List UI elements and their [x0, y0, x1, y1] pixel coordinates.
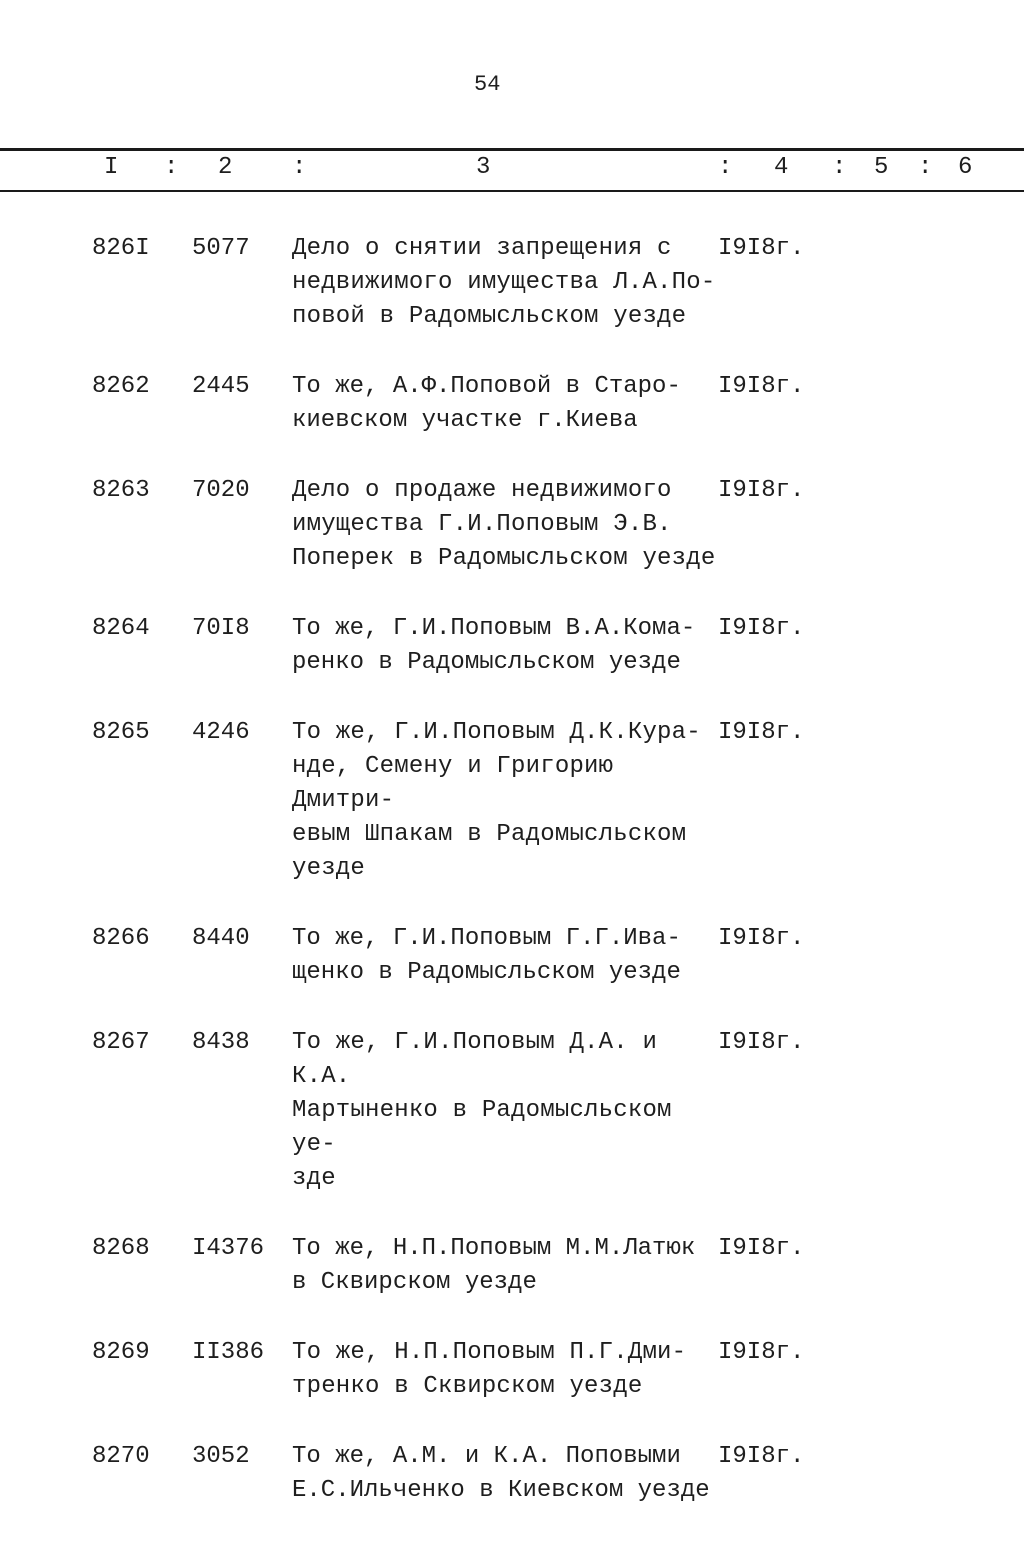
item-date: I9I8г.	[718, 1443, 805, 1470]
inventory-row	[0, 1232, 1024, 1300]
file-number: 8440	[192, 925, 250, 952]
item-date: I9I8г.	[718, 477, 805, 504]
file-number: 5077	[192, 235, 250, 262]
header-separator: :	[292, 154, 307, 181]
item-number: 8264	[92, 615, 150, 642]
column-header	[0, 152, 1024, 188]
header-separator: :	[164, 154, 179, 181]
inventory-row	[0, 716, 1024, 886]
item-title: То же, Г.И.Поповым Д.А. и К.А. Мартыненко в Радомысльском уе- зде	[292, 1029, 672, 1192]
inventory-row	[0, 612, 1024, 680]
item-number: 8263	[92, 477, 150, 504]
inventory-list	[0, 232, 1024, 1508]
item-number: 8269	[92, 1339, 150, 1366]
item-number: 8268	[92, 1235, 150, 1262]
inventory-row	[0, 1336, 1024, 1404]
file-number: 3052	[192, 1443, 250, 1470]
item-title: Дело о снятии запрещения с недвижимого имущества Л.А.По- повой в Радомысльском уезде	[292, 235, 716, 330]
file-number: II386	[192, 1339, 265, 1366]
item-date: I9I8г.	[718, 925, 805, 952]
header-top-rule	[0, 148, 1024, 151]
header-separator: :	[718, 154, 733, 181]
header-col-4: 4	[774, 154, 789, 181]
header-col-5: 5	[874, 154, 889, 181]
header-separator: :	[832, 154, 847, 181]
file-number: 70I8	[192, 615, 250, 642]
file-number: I4376	[192, 1235, 265, 1262]
item-title: То же, Г.И.Поповым В.А.Кома- ренко в Радомысльском уезде	[292, 615, 696, 676]
item-title: То же, А.М. и К.А. Поповыми Е.С.Ильченко в Киевском уезде	[292, 1443, 710, 1504]
item-title: То же, Г.И.Поповым Д.К.Кура- нде, Семену и Григорию Дмитри- евым Шпакам в Радомысльском уезде	[292, 719, 701, 882]
header-col-6: 6	[958, 154, 973, 181]
file-number: 7020	[192, 477, 250, 504]
header-col-3: 3	[476, 154, 491, 181]
page-number: 54	[474, 72, 501, 97]
inventory-row	[0, 922, 1024, 990]
inventory-row	[0, 1026, 1024, 1196]
header-col-2: 2	[218, 154, 233, 181]
header-col-1: I	[104, 154, 119, 181]
inventory-row	[0, 232, 1024, 334]
file-number: 8438	[192, 1029, 250, 1056]
header-bottom-rule	[0, 190, 1024, 192]
item-number: 8262	[92, 373, 150, 400]
item-date: I9I8г.	[718, 1235, 805, 1262]
inventory-row	[0, 1440, 1024, 1508]
item-title: То же, Н.П.Поповым П.Г.Дми- тренко в Сквирском уезде	[292, 1339, 687, 1400]
item-number: 8265	[92, 719, 150, 746]
item-number: 8270	[92, 1443, 150, 1470]
inventory-row	[0, 370, 1024, 438]
file-number: 2445	[192, 373, 250, 400]
item-date: I9I8г.	[718, 1029, 805, 1056]
item-date: I9I8г.	[718, 1339, 805, 1366]
item-title: То же, Н.П.Поповым М.М.Латюк в Сквирском уезде	[292, 1235, 696, 1296]
inventory-row	[0, 474, 1024, 576]
item-date: I9I8г.	[718, 235, 805, 262]
item-date: I9I8г.	[718, 373, 805, 400]
item-number: 8266	[92, 925, 150, 952]
item-date: I9I8г.	[718, 719, 805, 746]
header-separator: :	[918, 154, 933, 181]
item-title: Дело о продаже недвижимого имущества Г.И.Поповым Э.В. Поперек в Радомысльском уезде	[292, 477, 716, 572]
file-number: 4246	[192, 719, 250, 746]
item-number: 8267	[92, 1029, 150, 1056]
item-date: I9I8г.	[718, 615, 805, 642]
item-title: То же, Г.И.Поповым Г.Г.Ива- щенко в Радомысльском уезде	[292, 925, 681, 986]
item-number: 826I	[92, 235, 150, 262]
item-title: То же, А.Ф.Поповой в Старо- киевском участке г.Киева	[292, 373, 681, 434]
